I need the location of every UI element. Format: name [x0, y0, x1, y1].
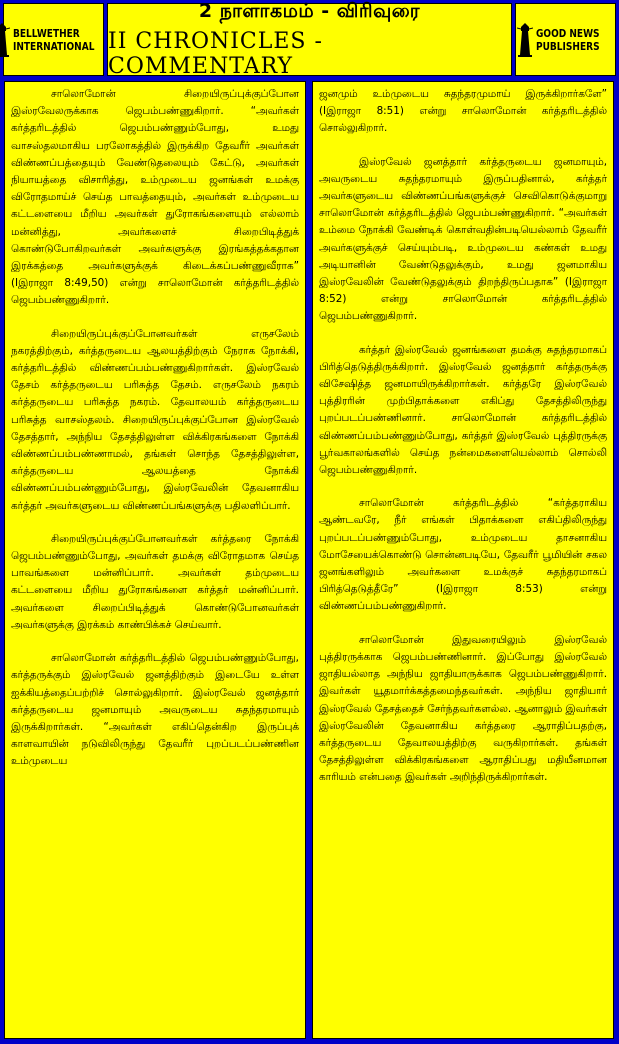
logo-line1: GOOD NEWS [536, 26, 600, 40]
title-box [107, 0, 512, 79]
paragraph: சாலொமோன் இதுவரையிலும் இஸ்ரவேல் புத்திரருக்காக ஜெபம்பண்ணினார். இப்போது இஸ்ரவேல் ஜாதியல்லாத அந்நிய ஜாதியாருக்காக ஜெபம்பண்ணுகிறார். இவர்கள் யூதமார்க்கத்தமைந்தவர்கள். அந்நிய ஜாதியார் இஸ்ரவேல் தேசத்தைச் சேர்ந்தவர்களல்ல. ஆனாலும் இவர்கள் இஸ்ரவேலின் தேவனாகிய கர்த்தரை ஆராதிப்பதற்கு, கர்த்தருடைய தேவாலயத்திற்கு வருகிறார்கள். தங்கள் தேசத்திலுள்ள விக்கிரகங்களை ஆராதிப்பது மதியீனமான காரியம் என்பதை இவர்கள் அறிந்திருக்கிறார்கள். [319, 633, 607, 784]
right-column [312, 81, 614, 1039]
bellwether-logo [3, 3, 104, 76]
paragraph: சாலொமோன் கர்த்தரிடத்தில் ஜெபம்பண்ணும்போது, கர்த்தருக்கும் இஸ்ரவேல் ஜனத்திற்கும் இடையே உள்ள ஐக்கியத்தைப்பற்றிச் சொல்லுகிறார். இஸ்ரவேல் ஜனத்தார் கர்த்தருடைய ஜனமாயும் அவருடைய சுதந்தரமாயும் இருக்கிறார்கள். “அவர்கள் எகிப்தென்கிற இருப்புக் காளவாயின் நடுவிலிருந்து தேவரீர் புறப்படப்பண்ணின உம்முடைய [11, 652, 299, 768]
paragraph: சாலொமோன் சிறையிருப்புக்குப்போன இஸ்ரவேலருக்காக ஜெபம்பண்ணுகிறார். “அவர்கள் கர்த்தரிடத்தில் ஜெபம்பண்ணும்போது, உமது வாசஸ்தலமாகிய பரலோகத்தில் இருக்கிற தேவரீர் அவர்கள் விண்ணப்பத்தையும் வேண்டுதலையும் கேட்டு, அவர்கள் நியாயத்தை விசாரித்து, உம்முடைய ஜனங்கள் உமக்கு விரோதமாய்ச் செய்த பாவத்தையும், அவர்கள் உம்முடைய கட்டளையை மீறிய அவர்கள் துரோகங்களையும் எல்லாம் மன்னித்து, அவர்களைச் சிறைபிடித்துக் கொண்டுபோகிறவர்கள் அவர்களுக்கு இரங்கத்தக்கதான இரக்கத்தை அவர்களுக்குக் கிடைக்கப்பண்ணுவீராக” (Iஇராஜா 8:49,50) என்று சாலொமோன் கர்த்தரிடத்தில் ஜெபம்பண்ணுகிறார். [11, 88, 299, 307]
paragraph: கர்த்தர் இஸ்ரவேல் ஜனங்களை தமக்கு சுதந்தரமாகப் பிரித்தெடுத்திருக்கிறார். இஸ்ரவேல் ஜனத்தார் கர்த்தருக்கு விசேஷித்த ஜனமாயிருக்கிறார்கள். கர்த்தரே இஸ்ரவேல் புத்திரரின் முற்பிதாக்களை எகிப்து தேசத்திலிருந்து புறப்படப்பண்ணினார். சாலொமோன் கர்த்தரிடத்தில் விண்ணப்பம்பண்ணும்போது, கர்த்தர் இஸ்ரவேல் புத்திரருக்கு பூர்வகாலங்களில் செய்த நன்மைகளையெல்லாம் சொல்லி ஜெபம்பண்ணுகிறார். [319, 343, 607, 477]
page-header [3, 0, 616, 79]
title-english: II CHRONICLES - COMMENTARY [108, 29, 323, 79]
title-tamil: 2 நாளாகமம் - விரிவுரை [198, 0, 421, 22]
paragraph: ஜனமும் உம்முடைய சுதந்தரமுமாய் இருக்கிறார்களே” (Iஇராஜா 8:51) என்று சாலொமோன் கர்த்தரிடத்தில் சொல்லுகிறார். [319, 88, 607, 135]
paragraph: சிறையிருப்புக்குப்போனவர்கள் கர்த்தரை நோக்கி ஜெபம்பண்ணும்போது, அவர்கள் தமக்கு விரோதமாக செய்த பாவங்களை மன்னிப்பார். அவர்கள் தம்முடைய கட்டளையை மீறிய துரோகங்களை கர்த்தர் மன்னிப்பார். அவர்களை சிறைப்பிடித்துக் கொண்டுபோனவர்கள் அவர்களுக்கு இரக்கம் காண்பிக்கச் செய்வார். [11, 532, 299, 631]
logo-line2: PUBLISHERS [536, 39, 600, 53]
good-news-logo [515, 3, 616, 76]
logo-line2: INTERNATIONAL [13, 39, 95, 53]
lighthouse-icon [517, 23, 533, 57]
paragraph: சிறையிருப்புக்குப்போனவர்கள் எருசலேம் நகரத்திற்கும், கர்த்தருடைய ஆலயத்திற்கும் நேராக நோக்கி, கர்த்தரிடத்தில் விண்ணப்பம்பண்ணுகிறார்கள். இஸ்ரவேல் தேசம் கர்த்தருடைய பரிசுத்த தேசம். எருசலேம் நகரம் கர்த்தருடைய பரிசுத்த நகரம். தேவாலயம் கர்த்தருடைய பரிசுத்த வாசஸ்தலம். சிறையிருப்புக்குப்போன இஸ்ரவேல் தேசத்தார், அந்நிய தேசத்திலுள்ள விக்கிரகங்களை நோக்கி விண்ணப்பம்பண்ணாமல், தங்கள் சொந்த தேசத்திலுள்ள, கர்த்தருடைய ஆலயத்தை நோக்கி விண்ணப்பம்பண்ணும்போது, இஸ்ரவேலின் தேவனாகிய கர்த்தர் அவர்களுடைய விண்ணப்பங்களுக்கு பதிலளிப்பார். [11, 327, 299, 512]
logo-line1: BELLWETHER [13, 26, 81, 40]
paragraph: இஸ்ரவேல் ஜனத்தார் கர்த்தருடைய ஜனமாயும், அவருடைய சுதந்தரமாயும் இருப்பதினால், கர்த்தர் அவர்களுடைய விண்ணப்பங்களுக்குச் செவிகொடுக்குமாறு சாலொமோன் கர்த்தரிடத்தில் ஜெபம்பண்ணுகிறார். “அவர்கள் உம்மை நோக்கி வேண்டிக் கொள்வதின்படியெல்லாம் தேவரீர் அவர்களுக்குச் செய்யும்படி, உம்முடைய கண்கள் உமது அடியானின் வேண்டுதலுக்கும், உமது ஜனமாகிய இஸ்ரவேலின் வேண்டுதலுக்கும் திறந்திருப்பதாக” (Iஇராஜா 8:52) என்று சாலொமோன் கர்த்தரிடத்தில் ஜெபம்பண்ணுகிறார். [319, 155, 607, 323]
paragraph: சாலொமோன் கர்த்தரிடத்தில் “கர்த்தராகிய ஆண்டவரே, நீர் எங்கள் பிதாக்களை எகிப்திலிருந்து புறப்படப்பண்ணும்போது, உம்முடைய தாசனாகிய மோசேயைக்கொண்டு சொன்னபடியே, தேவரீர் பூமியின் சகல ஜனங்களிலும் அவர்களை உமக்குச் சுதந்தரமாகப் பிரித்தெடுத்தீரே” (Iஇராஜா 8:53) என்று விண்ணப்பம்பண்ணுகிறார். [319, 497, 607, 613]
left-column [4, 81, 306, 1039]
lighthouse-icon [0, 23, 10, 57]
